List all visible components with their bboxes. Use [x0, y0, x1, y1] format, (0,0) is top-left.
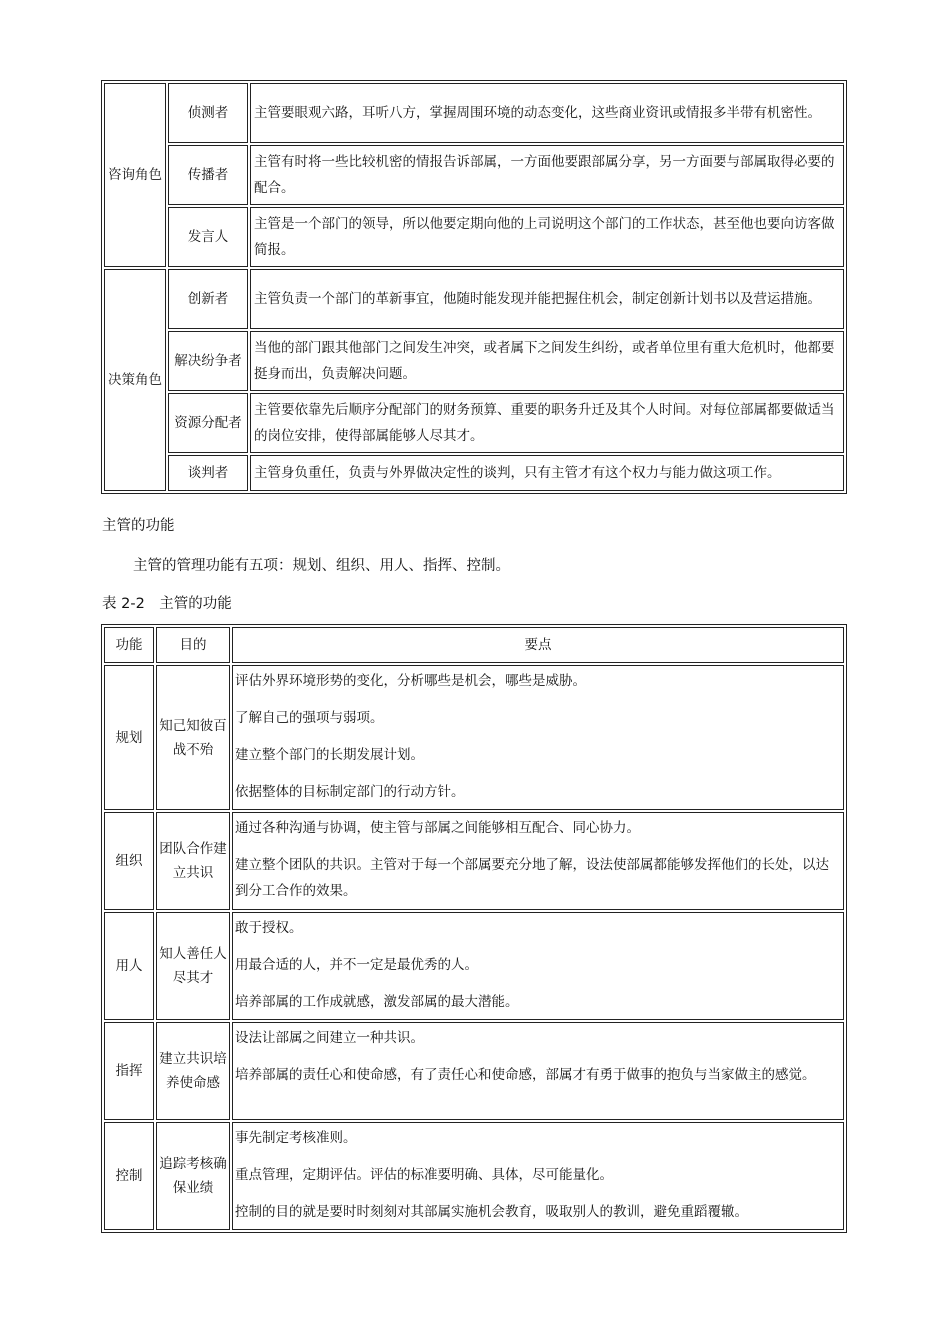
table-row — [104, 665, 844, 810]
point-item: 建立整个团队的共识。主管对于每一个部属要充分地了解，设法使部属都能够发挥他们的长处，以达到分工合作的效果。 — [235, 857, 829, 899]
role-cell: 解决纷争者 — [168, 331, 248, 391]
desc-cell: 主管要眼观六路，耳听八方，掌握周围环境的动态变化，这些商业资讯或情报多半带有机密性。 — [250, 83, 844, 143]
point-item: 控制的目的就是要时时刻刻对其部属实施机会教育，吸取别人的教训，避免重蹈覆辙。 — [235, 1204, 748, 1220]
role-cell: 发言人 — [168, 207, 248, 267]
role-cell: 侦测者 — [168, 83, 248, 143]
purpose-cell: 知人善任人尽其才 — [156, 912, 230, 1020]
point-item: 用最合适的人，并不一定是最优秀的人。 — [235, 957, 478, 973]
point-item: 敢于授权。 — [235, 920, 303, 936]
purpose-cell: 团队合作建立共识 — [156, 812, 230, 910]
functions-table — [101, 624, 847, 1233]
function-cell: 控制 — [104, 1122, 154, 1230]
function-cell: 组织 — [104, 812, 154, 910]
point-item: 重点管理，定期评估。评估的标准要明确、具体，尽可能量化。 — [235, 1167, 613, 1183]
table-row — [104, 812, 844, 910]
role-cell: 资源分配者 — [168, 393, 248, 453]
column-header: 要点 — [232, 627, 844, 663]
column-header: 目的 — [156, 627, 230, 663]
purpose-cell: 知己知彼百战不殆 — [156, 665, 230, 810]
table-row — [104, 912, 844, 1020]
intro-paragraph: 主管的管理功能有五项：规划、组织、用人、指挥、控制。 — [133, 558, 510, 574]
point-item: 依据整体的目标制定部门的行动方针。 — [235, 784, 465, 800]
point-item: 事先制定考核准则。 — [235, 1130, 357, 1146]
point-item: 培养部属的责任心和使命感，有了责任心和使命感，部属才有勇于做事的抱负与当家做主的感觉。 — [235, 1067, 816, 1083]
desc-cell: 主管是一个部门的领导，所以他要定期向他的上司说明这个部门的工作状态，甚至他也要向访客做简报。 — [250, 207, 844, 267]
table-caption: 表 2-2 主管的功能 — [102, 596, 232, 612]
column-header: 功能 — [104, 627, 154, 663]
role-cell: 谈判者 — [168, 455, 248, 491]
function-cell: 用人 — [104, 912, 154, 1020]
point-item: 设法让部属之间建立一种共识。 — [235, 1030, 424, 1046]
table-row — [104, 83, 844, 143]
point-item: 评估外界环境形势的变化，分析哪些是机会，哪些是威胁。 — [235, 673, 586, 689]
table-row — [104, 331, 844, 391]
point-item: 建立整个部门的长期发展计划。 — [235, 747, 424, 763]
purpose-cell: 建立共识培养使命感 — [156, 1022, 230, 1120]
point-item: 通过各种沟通与协调，使主管与部属之间能够相互配合、同心协力。 — [235, 820, 640, 836]
table-row — [104, 207, 844, 267]
table-row — [104, 393, 844, 453]
desc-cell: 主管要依靠先后顺序分配部门的财务预算、重要的职务升迁及其个人时间。对每位部属都要做适当的岗位安排，使得部属能够人尽其才。 — [250, 393, 844, 453]
function-cell: 规划 — [104, 665, 154, 810]
group-cell: 决策角色 — [104, 269, 166, 491]
points-cell — [232, 812, 844, 910]
table-row — [104, 1022, 844, 1120]
table-row — [104, 455, 844, 491]
table-row — [104, 269, 844, 329]
header-row — [104, 627, 844, 663]
point-item: 了解自己的强项与弱项。 — [235, 710, 384, 726]
role-cell: 传播者 — [168, 145, 248, 205]
group-cell: 咨询角色 — [104, 83, 166, 267]
role-cell: 创新者 — [168, 269, 248, 329]
purpose-cell: 追踪考核确保业绩 — [156, 1122, 230, 1230]
desc-cell: 主管负责一个部门的革新事宜，他随时能发现并能把握住机会，制定创新计划书以及营运措施。 — [250, 269, 844, 329]
roles-table — [101, 80, 847, 494]
points-cell — [232, 1022, 844, 1120]
points-cell — [232, 665, 844, 810]
table-row — [104, 1122, 844, 1230]
points-cell — [232, 1122, 844, 1230]
desc-cell: 主管身负重任，负责与外界做决定性的谈判，只有主管才有这个权力与能力做这项工作。 — [250, 455, 844, 491]
point-item: 培养部属的工作成就感，激发部属的最大潜能。 — [235, 994, 519, 1010]
function-cell: 指挥 — [104, 1022, 154, 1120]
table-row — [104, 145, 844, 205]
desc-cell: 主管有时将一些比较机密的情报告诉部属，一方面他要跟部属分享，另一方面要与部属取得必要的配合。 — [250, 145, 844, 205]
points-cell — [232, 912, 844, 1020]
desc-cell: 当他的部门跟其他部门之间发生冲突，或者属下之间发生纠纷，或者单位里有重大危机时，他都要挺身而出，负责解决问题。 — [250, 331, 844, 391]
section-heading: 主管的功能 — [102, 518, 175, 534]
